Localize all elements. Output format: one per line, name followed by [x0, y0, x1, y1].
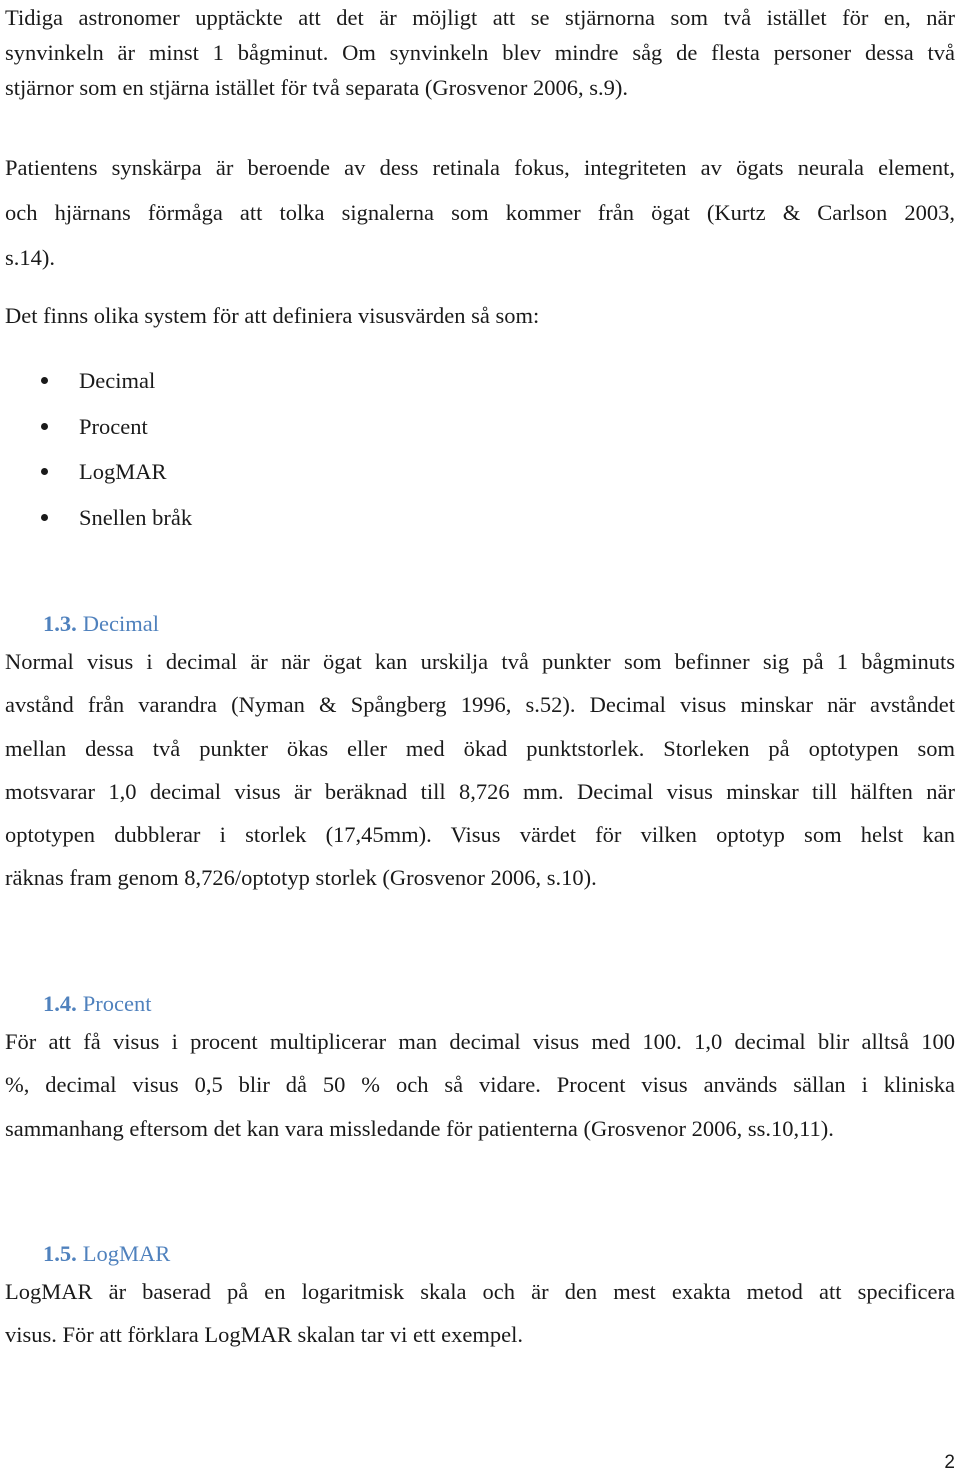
text-line: %, decimal visus 0,5 blir då 50 % och så vidare. Procent visus används sällan i kliniska [5, 1072, 955, 1098]
list-item [0, 404, 400, 450]
section-title: Procent [82, 991, 152, 1016]
paragraph-decimal [5, 640, 955, 900]
text-line: optotypen dubblerar i storlek (17,45mm). Visus värdet för vilken optotyp som helst kan [5, 822, 955, 848]
section-title: Decimal [82, 611, 159, 636]
text-line: Patientens synskärpa är beroende av dess retinala fokus, integriteten av ögats neurala element, [5, 155, 955, 180]
text-line: Det finns olika system för att definiera visusvärden så som: [5, 303, 540, 328]
text-line: avstånd från varandra (Nyman & Spångberg 1996, s.52). Decimal visus minskar när avståndet [5, 692, 955, 718]
list-item [0, 358, 400, 404]
paragraph-logmar [5, 1270, 955, 1357]
text-line: räknas fram genom 8,726/optotyp storlek (Grosvenor 2006, s.10). [5, 865, 597, 891]
paragraph-procent [5, 1020, 955, 1150]
list-item [0, 449, 400, 495]
paragraph-astronomers [5, 0, 955, 105]
text-line: Tidiga astronomer upptäckte att det är möjligt att se stjärnorna som två istället för en, när [5, 5, 955, 30]
paragraph-systems-intro [5, 298, 955, 333]
section-heading-logmar [43, 1239, 170, 1269]
list-item [0, 495, 400, 541]
text-line: synvinkeln är minst 1 bågminut. Om synvinkeln blev mindre såg de flesta personer dessa två [5, 40, 955, 65]
bullet-icon [41, 468, 48, 475]
text-line: stjärnor som en stjärna istället för två separata (Grosvenor 2006, s.9). [5, 75, 628, 100]
text-line: sammanhang eftersom det kan vara missledande för patienterna (Grosvenor 2006, ss.10,11). [5, 1115, 834, 1141]
bullet-list [0, 358, 400, 540]
page-number: 2 [944, 1452, 955, 1473]
section-heading-decimal [43, 609, 159, 639]
text-line: visus. För att förklara LogMAR skalan tar vi ett exempel. [5, 1322, 524, 1348]
list-item-label: Decimal [79, 368, 156, 393]
text-line: LogMAR är baserad på en logaritmisk skala och är den mest exakta metod att specificera [5, 1279, 955, 1304]
bullet-icon [41, 423, 48, 430]
list-item-label: Snellen bråk [79, 504, 193, 530]
text-line: mellan dessa två punkter ökas eller med ökad punktstorlek. Storleken på optotypen som [5, 735, 955, 761]
bullet-icon [41, 377, 48, 384]
bullet-icon [41, 514, 48, 521]
list-item-label: Procent [79, 413, 148, 439]
text-line: Normal visus i decimal är när ögat kan urskilja två punkter som befinner sig på 1 bågminuts [5, 649, 955, 674]
section-number: 1.3. [43, 611, 77, 636]
text-line: s.14). [5, 245, 55, 270]
text-line: För att få visus i procent multiplicerar man decimal visus med 100. 1,0 decimal blir alltså 100 [5, 1029, 955, 1054]
section-title: LogMAR [82, 1241, 171, 1266]
text-line: och hjärnans förmåga att tolka signalerna som kommer från ögat (Kurtz & Carlson 2003, [5, 200, 955, 225]
paragraph-visual-acuity [5, 145, 955, 280]
section-number: 1.4. [43, 991, 77, 1016]
section-heading-procent [43, 989, 151, 1019]
section-number: 1.5. [43, 1241, 77, 1266]
text-line: motsvarar 1,0 decimal visus är beräknad till 8,726 mm. Decimal visus minskar till hälften när [5, 778, 955, 804]
list-item-label: LogMAR [79, 459, 167, 484]
